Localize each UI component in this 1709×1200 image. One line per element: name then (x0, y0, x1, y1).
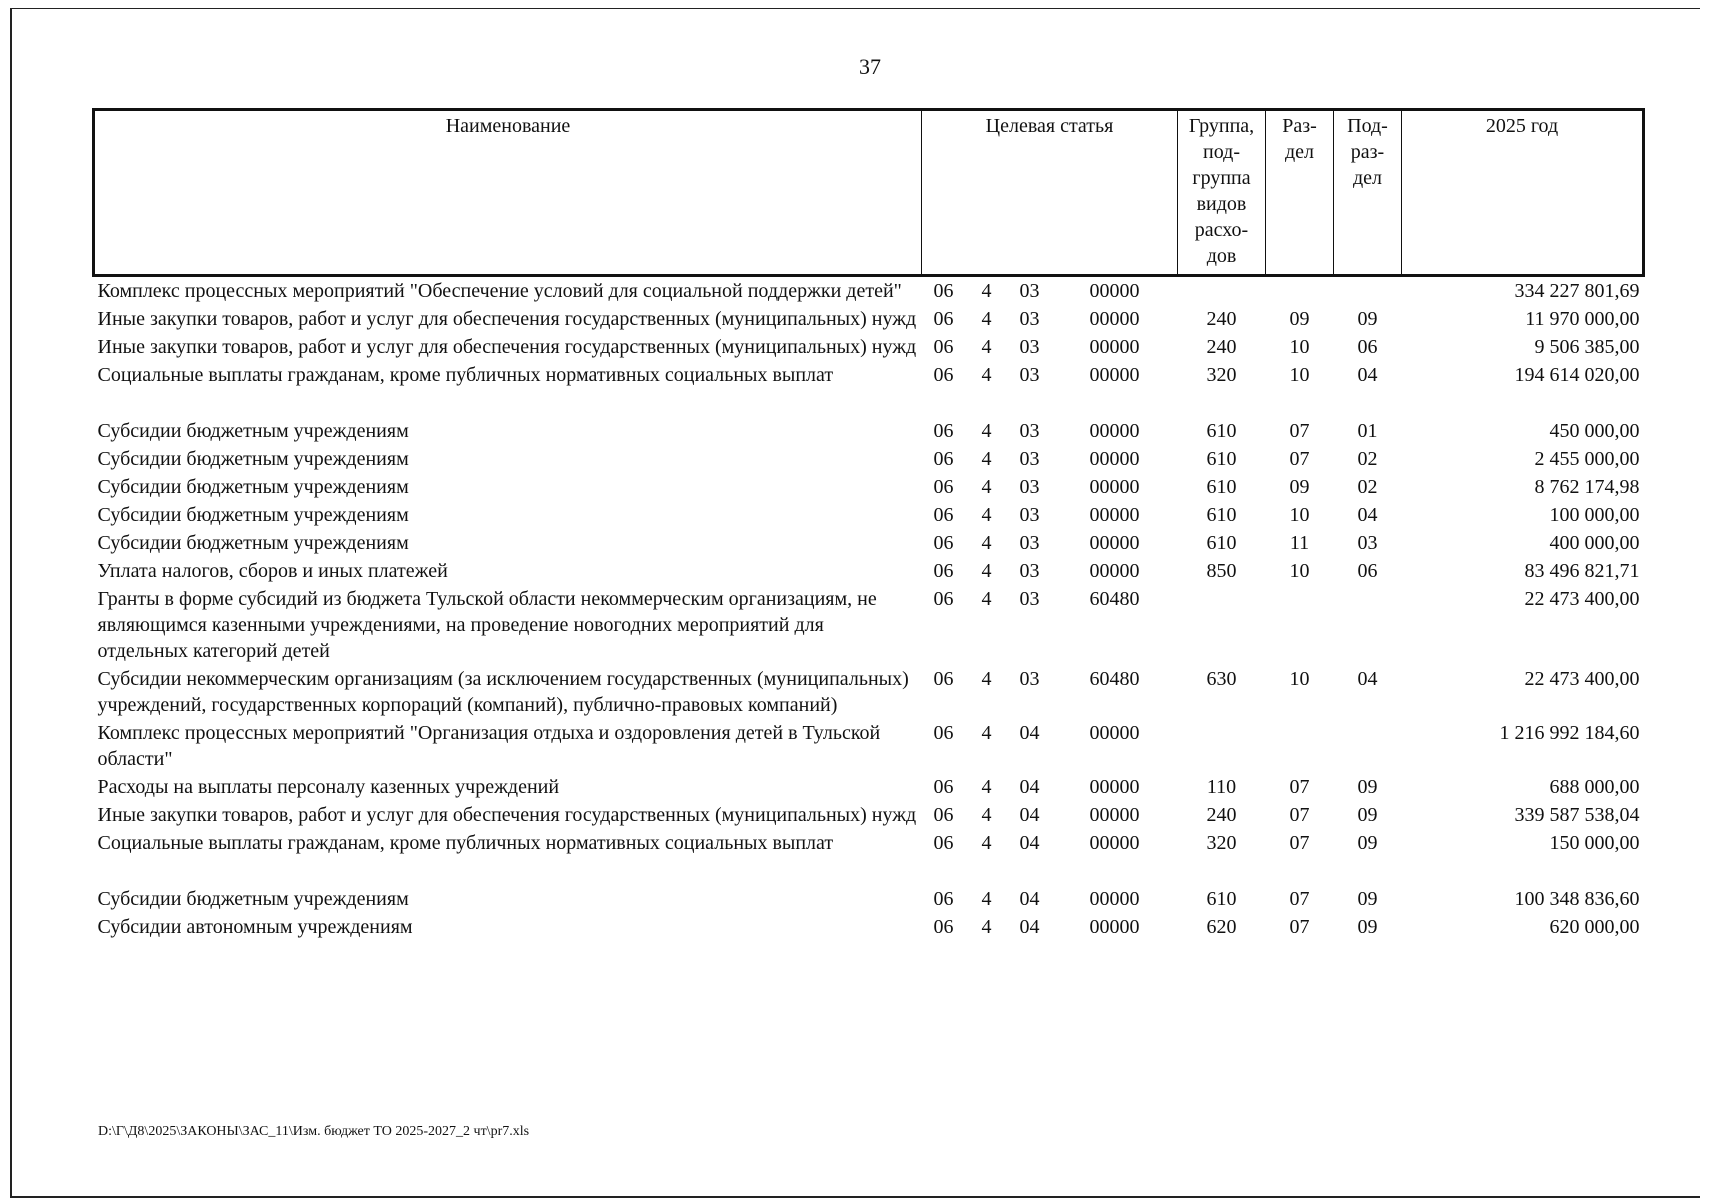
row-name: Субсидии бюджетным учреждениям (97, 448, 409, 470)
row-target-article (922, 417, 1178, 445)
target-direction: 00000 (1089, 448, 1140, 470)
target-complex: 03 (1019, 364, 1040, 386)
row-subsection: 09 (1357, 916, 1378, 938)
target-program: 06 (933, 722, 954, 744)
row-expense-group (1178, 276, 1266, 306)
table-row (94, 719, 1644, 773)
row-expense-group: 240 (1206, 804, 1237, 826)
target-direction: 00000 (1089, 476, 1140, 498)
row-expense-group: 630 (1206, 668, 1237, 690)
row-amount-2025: 100 000,00 (1549, 504, 1640, 526)
table-row (94, 585, 1644, 665)
row-subsection: 09 (1357, 804, 1378, 826)
table-row (94, 305, 1644, 333)
row-name: Иные закупки товаров, работ и услуг для обеспечения государственных (муниципальных) нужд (97, 308, 917, 330)
target-complex: 03 (1019, 588, 1040, 610)
table-header-row (94, 110, 1644, 276)
target-program: 06 (933, 476, 954, 498)
row-spacer (94, 389, 1644, 417)
target-direction: 00000 (1089, 888, 1140, 910)
row-expense-group: 110 (1206, 776, 1237, 798)
row-target-article (922, 501, 1178, 529)
row-amount-2025: 400 000,00 (1549, 532, 1640, 554)
target-program: 06 (933, 560, 954, 582)
budget-table (92, 108, 1645, 941)
target-direction: 60480 (1089, 668, 1140, 690)
row-target-article (922, 801, 1178, 829)
target-program: 06 (933, 916, 954, 938)
table-row (94, 773, 1644, 801)
row-expense-group: 610 (1206, 448, 1237, 470)
target-type: 4 (981, 448, 992, 470)
target-direction: 00000 (1089, 532, 1140, 554)
target-complex: 04 (1019, 916, 1040, 938)
row-name: Субсидии бюджетным учреждениям (97, 504, 409, 526)
row-amount-2025: 450 000,00 (1549, 420, 1640, 442)
target-complex: 03 (1019, 308, 1040, 330)
target-program: 06 (933, 308, 954, 330)
row-subsection: 04 (1357, 668, 1378, 690)
row-expense-group: 320 (1206, 364, 1237, 386)
target-type: 4 (981, 504, 992, 526)
target-direction: 00000 (1089, 560, 1140, 582)
row-amount-2025: 83 496 821,71 (1524, 560, 1640, 582)
row-expense-group: 240 (1206, 336, 1237, 358)
row-name: Субсидии некоммерческим организациям (за исключением государственных (муниципальных) учреждений, государственных корпораций (компаний), публично-правовых компаний) (97, 668, 909, 716)
row-amount-2025: 150 000,00 (1549, 832, 1640, 854)
target-direction: 00000 (1089, 280, 1140, 302)
header-expense-group: Группа, под-группа видов расхо-дов (1178, 110, 1266, 276)
target-type: 4 (981, 364, 992, 386)
row-expense-group: 610 (1206, 532, 1237, 554)
target-direction: 00000 (1089, 504, 1140, 526)
row-target-article (922, 333, 1178, 361)
target-complex: 03 (1019, 560, 1040, 582)
target-type: 4 (981, 668, 992, 690)
row-section (1266, 585, 1334, 665)
row-subsection: 01 (1357, 420, 1378, 442)
spacer-cell (94, 389, 1644, 417)
row-section: 10 (1289, 668, 1310, 690)
row-section: 10 (1289, 504, 1310, 526)
row-section (1266, 276, 1334, 306)
row-target-article (922, 305, 1178, 333)
target-program: 06 (933, 888, 954, 910)
target-program: 06 (933, 280, 954, 302)
target-direction: 00000 (1089, 776, 1140, 798)
target-complex: 03 (1019, 448, 1040, 470)
target-direction: 00000 (1089, 420, 1140, 442)
row-name: Уплата налогов, сборов и иных платежей (97, 560, 448, 582)
row-section: 07 (1289, 420, 1310, 442)
target-direction: 00000 (1089, 336, 1140, 358)
row-section: 07 (1289, 916, 1310, 938)
row-amount-2025: 2 455 000,00 (1534, 448, 1640, 470)
row-section: 07 (1289, 888, 1310, 910)
target-type: 4 (981, 916, 992, 938)
row-amount-2025: 334 227 801,69 (1514, 280, 1640, 302)
table-row (94, 361, 1644, 389)
target-program: 06 (933, 776, 954, 798)
target-complex: 04 (1019, 722, 1040, 744)
row-section: 11 (1289, 532, 1310, 554)
table-body (94, 276, 1644, 942)
target-complex: 04 (1019, 804, 1040, 826)
target-program: 06 (933, 448, 954, 470)
row-section: 09 (1289, 476, 1310, 498)
target-program: 06 (933, 532, 954, 554)
row-amount-2025: 620 000,00 (1549, 916, 1640, 938)
row-expense-group: 610 (1206, 888, 1237, 910)
row-subsection: 09 (1357, 832, 1378, 854)
target-program: 06 (933, 832, 954, 854)
table-row (94, 557, 1644, 585)
page-number: 37 (859, 54, 881, 79)
row-name: Расходы на выплаты персоналу казенных учреждений (97, 776, 560, 798)
header-name: Наименование (94, 110, 922, 276)
row-expense-group: 240 (1206, 308, 1237, 330)
table-row (94, 829, 1644, 857)
row-subsection: 09 (1357, 888, 1378, 910)
header-section: Раз-дел (1266, 110, 1334, 276)
row-amount-2025: 1 216 992 184,60 (1499, 722, 1640, 744)
table-row (94, 417, 1644, 445)
row-subsection: 09 (1357, 308, 1378, 330)
row-name: Гранты в форме субсидий из бюджета Тульской области некоммерческим организациям, не являющимся казенными учреждениями, на проведение новогодних мероприятий для отдельных категорий детей (97, 588, 877, 662)
row-subsection (1334, 719, 1402, 773)
row-name: Иные закупки товаров, работ и услуг для обеспечения государственных (муниципальных) нужд (97, 336, 917, 358)
row-spacer (94, 857, 1644, 885)
target-type: 4 (981, 832, 992, 854)
target-complex: 03 (1019, 280, 1040, 302)
target-type: 4 (981, 308, 992, 330)
row-amount-2025: 8 762 174,98 (1534, 476, 1640, 498)
table-row (94, 665, 1644, 719)
target-type: 4 (981, 888, 992, 910)
row-section: 10 (1289, 336, 1310, 358)
row-target-article (922, 445, 1178, 473)
target-direction: 00000 (1089, 804, 1140, 826)
row-target-article (922, 829, 1178, 857)
target-program: 06 (933, 668, 954, 690)
row-section: 07 (1289, 804, 1310, 826)
row-expense-group: 320 (1206, 832, 1237, 854)
table-row (94, 501, 1644, 529)
row-subsection: 02 (1357, 448, 1378, 470)
target-type: 4 (981, 588, 992, 610)
row-amount-2025: 9 506 385,00 (1534, 336, 1640, 358)
row-amount-2025: 22 473 400,00 (1524, 588, 1640, 610)
row-subsection (1334, 585, 1402, 665)
row-name: Социальные выплаты гражданам, кроме публичных нормативных социальных выплат (97, 364, 834, 386)
row-target-article (922, 719, 1178, 773)
target-type: 4 (981, 560, 992, 582)
target-complex: 03 (1019, 532, 1040, 554)
row-section (1266, 719, 1334, 773)
table-row (94, 913, 1644, 941)
row-amount-2025: 339 587 538,04 (1514, 804, 1640, 826)
target-type: 4 (981, 476, 992, 498)
target-complex: 03 (1019, 668, 1040, 690)
row-target-article (922, 665, 1178, 719)
target-complex: 04 (1019, 888, 1040, 910)
row-target-article (922, 913, 1178, 941)
row-target-article (922, 585, 1178, 665)
row-subsection: 03 (1357, 532, 1378, 554)
target-program: 06 (933, 336, 954, 358)
target-complex: 04 (1019, 776, 1040, 798)
target-direction: 00000 (1089, 308, 1140, 330)
row-section: 07 (1289, 448, 1310, 470)
row-target-article (922, 473, 1178, 501)
row-section: 10 (1289, 560, 1310, 582)
target-complex: 03 (1019, 476, 1040, 498)
table-row (94, 473, 1644, 501)
target-program: 06 (933, 804, 954, 826)
table-row (94, 333, 1644, 361)
row-expense-group: 850 (1206, 560, 1237, 582)
row-name: Комплекс процессных мероприятий "Организация отдыха и оздоровления детей в Тульской области" (97, 722, 881, 770)
row-expense-group (1178, 585, 1266, 665)
row-section: 07 (1289, 776, 1310, 798)
row-subsection: 06 (1357, 336, 1378, 358)
row-section: 07 (1289, 832, 1310, 854)
row-subsection: 04 (1357, 504, 1378, 526)
row-name: Субсидии бюджетным учреждениям (97, 476, 409, 498)
row-amount-2025: 100 348 836,60 (1514, 888, 1640, 910)
row-amount-2025: 11 970 000,00 (1525, 308, 1640, 330)
target-complex: 03 (1019, 504, 1040, 526)
header-year-2025: 2025 год (1402, 110, 1644, 276)
row-subsection: 02 (1357, 476, 1378, 498)
header-subsection: Под-раз-дел (1334, 110, 1402, 276)
row-section: 10 (1289, 364, 1310, 386)
row-target-article (922, 276, 1178, 306)
row-expense-group: 610 (1206, 420, 1237, 442)
row-subsection: 04 (1357, 364, 1378, 386)
row-target-article (922, 773, 1178, 801)
target-direction: 00000 (1089, 722, 1140, 744)
table-row (94, 529, 1644, 557)
target-direction: 60480 (1089, 588, 1140, 610)
row-amount-2025: 194 614 020,00 (1514, 364, 1640, 386)
target-program: 06 (933, 504, 954, 526)
row-subsection (1334, 276, 1402, 306)
row-target-article (922, 557, 1178, 585)
target-type: 4 (981, 722, 992, 744)
target-type: 4 (981, 420, 992, 442)
row-expense-group: 610 (1206, 476, 1237, 498)
row-expense-group: 610 (1206, 504, 1237, 526)
row-target-article (922, 885, 1178, 913)
row-target-article (922, 529, 1178, 557)
target-type: 4 (981, 804, 992, 826)
target-type: 4 (981, 776, 992, 798)
row-amount-2025: 22 473 400,00 (1524, 668, 1640, 690)
table-row (94, 445, 1644, 473)
row-name: Социальные выплаты гражданам, кроме публичных нормативных социальных выплат (97, 832, 834, 854)
row-target-article (922, 361, 1178, 389)
row-name: Субсидии бюджетным учреждениям (97, 888, 409, 910)
target-complex: 03 (1019, 420, 1040, 442)
header-target-article: Целевая статья (922, 110, 1178, 276)
row-amount-2025: 688 000,00 (1549, 776, 1640, 798)
row-section: 09 (1289, 308, 1310, 330)
target-program: 06 (933, 420, 954, 442)
row-expense-group: 620 (1206, 916, 1237, 938)
footer-file-path: D:\Г\Д8\2025\ЗАКОНЫ\ЗАС_11\Изм. бюджет ТО 2025-2027_2 чт\pr7.xls (98, 1124, 530, 1139)
target-direction: 00000 (1089, 916, 1140, 938)
row-name: Субсидии бюджетным учреждениям (97, 532, 409, 554)
target-type: 4 (981, 336, 992, 358)
row-name: Иные закупки товаров, работ и услуг для обеспечения государственных (муниципальных) нужд (97, 804, 917, 826)
row-name: Комплекс процессных мероприятий "Обеспечение условий для социальной поддержки детей" (97, 280, 902, 302)
target-program: 06 (933, 364, 954, 386)
table-row (94, 276, 1644, 306)
target-direction: 00000 (1089, 364, 1140, 386)
row-expense-group (1178, 719, 1266, 773)
target-complex: 03 (1019, 336, 1040, 358)
row-name: Субсидии бюджетным учреждениям (97, 420, 409, 442)
target-type: 4 (981, 280, 992, 302)
target-complex: 04 (1019, 832, 1040, 854)
table-row (94, 885, 1644, 913)
target-type: 4 (981, 532, 992, 554)
table-row (94, 801, 1644, 829)
target-direction: 00000 (1089, 832, 1140, 854)
row-subsection: 06 (1357, 560, 1378, 582)
target-program: 06 (933, 588, 954, 610)
row-subsection: 09 (1357, 776, 1378, 798)
row-name: Субсидии автономным учреждениям (97, 916, 413, 938)
spacer-cell (94, 857, 1644, 885)
